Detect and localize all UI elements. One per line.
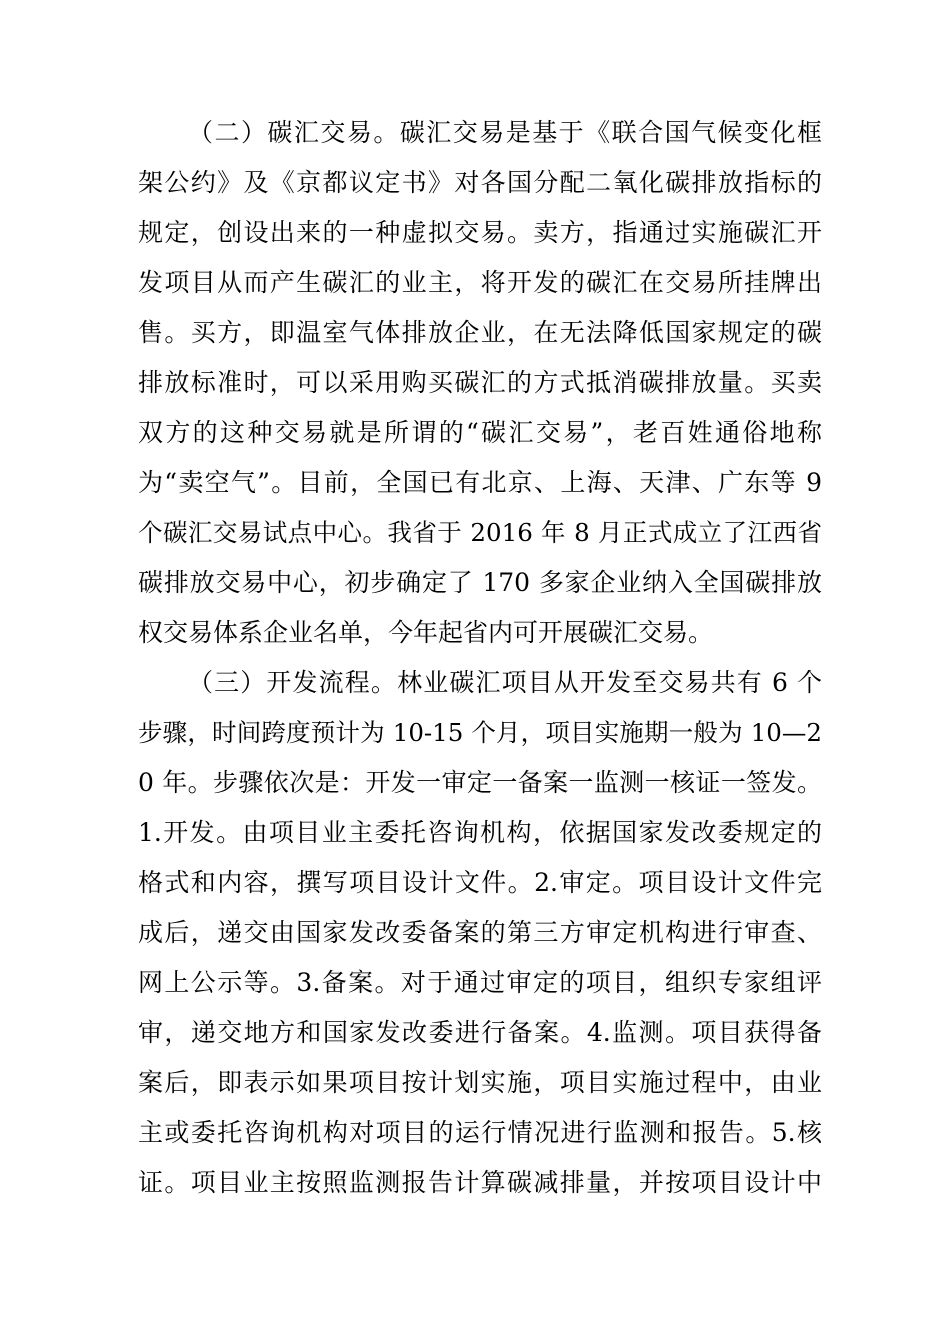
text-line: 架公约》及《京都议定书》对各国分配二氧化碳排放指标的 bbox=[138, 168, 822, 197]
text-line: 网上公示等。3.备案。对于通过审定的项目，组织专家组评 bbox=[138, 968, 822, 997]
text-line: 个碳汇交易试点中心。我省于 2016 年 8 月正式成立了江西省 bbox=[138, 518, 822, 547]
text-line: 证。项目业主按照监测报告计算碳减排量，并按项目设计中 bbox=[138, 1168, 822, 1197]
text-line: 售。买方，即温室气体排放企业，在无法降低国家规定的碳 bbox=[138, 318, 822, 347]
text-line: 规定，创设出来的一种虚拟交易。卖方，指通过实施碳汇开 bbox=[138, 218, 822, 247]
text-line: 排放标准时，可以采用购买碳汇的方式抵消碳排放量。买卖 bbox=[138, 368, 822, 397]
text-line: 双方的这种交易就是所谓的“碳汇交易”，老百姓通俗地称 bbox=[138, 418, 822, 447]
text-line: 主或委托咨询机构对项目的运行情况进行监测和报告。5.核 bbox=[138, 1118, 822, 1147]
text-line: 权交易体系企业名单，今年起省内可开展碳汇交易。 bbox=[138, 618, 714, 647]
text-line: 1.开发。由项目业主委托咨询机构，依据国家发改委规定的 bbox=[138, 818, 822, 847]
text-line: 发项目从而产生碳汇的业主，将开发的碳汇在交易所挂牌出 bbox=[138, 268, 822, 297]
text-line: 碳排放交易中心，初步确定了 170 多家企业纳入全国碳排放 bbox=[138, 568, 822, 597]
text-line: 案后，即表示如果项目按计划实施，项目实施过程中，由业 bbox=[138, 1068, 822, 1097]
text-line: 成后，递交由国家发改委备案的第三方审定机构进行审查、 bbox=[138, 918, 822, 947]
text-line: 步骤，时间跨度预计为 10-15 个月，项目实施期一般为 10—2 bbox=[138, 718, 822, 747]
text-line: （三）开发流程。林业碳汇项目从开发至交易共有 6 个 bbox=[188, 668, 822, 697]
text-line: 0 年。步骤依次是：开发一审定一备案一监测一核证一签发。 bbox=[138, 768, 822, 797]
text-line: 审，递交地方和国家发改委进行备案。4.监测。项目获得备 bbox=[138, 1018, 822, 1047]
text-line: 格式和内容，撰写项目设计文件。2.审定。项目设计文件完 bbox=[138, 868, 822, 897]
text-line: （二）碳汇交易。碳汇交易是基于《联合国气候变化框 bbox=[188, 118, 822, 147]
text-line: 为“卖空气”。目前，全国已有北京、上海、天津、广东等 9 bbox=[138, 468, 822, 497]
